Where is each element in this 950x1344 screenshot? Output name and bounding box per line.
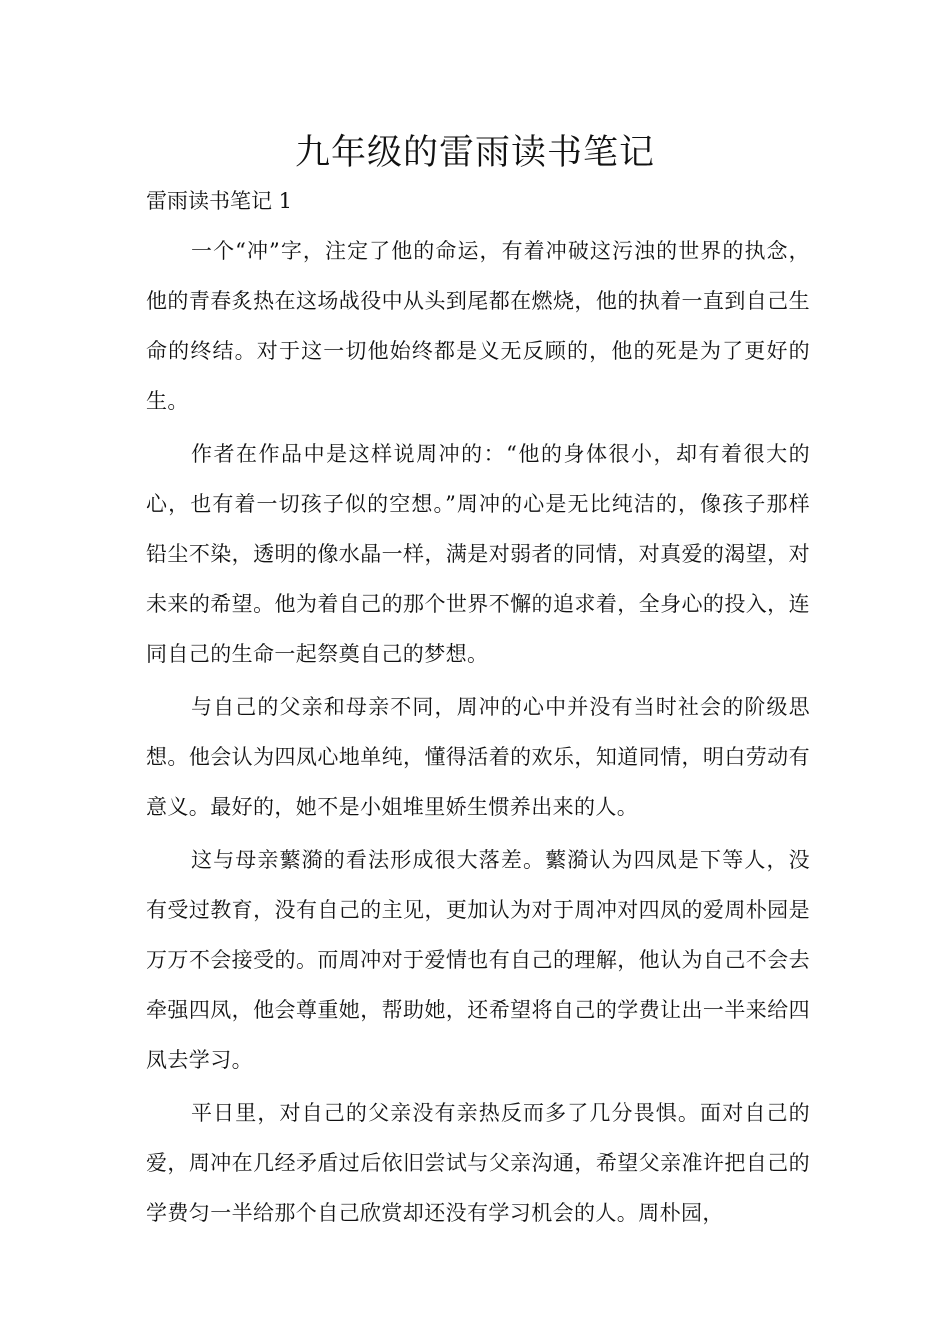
document-body bbox=[146, 226, 810, 1241]
paragraph: 一个“冲”字，注定了他的命运，有着冲破这污浊的世界的执念，他的青春炙热在这场战役中从头到尾都在燃烧，他的执着一直到自己生命的终结。对于这一切他始终都是义无反顾的，他的死是为了更好的生。 bbox=[146, 239, 810, 413]
paragraph: 平日里，对自己的父亲没有亲热反而多了几分畏惧。面对自己的爱，周冲在几经矛盾过后依旧尝试与父亲沟通，希望父亲准许把自己的学费匀一半给那个自己欣赏却还没有学习机会的人。周朴园， bbox=[146, 1101, 810, 1225]
paragraph: 与自己的父亲和母亲不同，周冲的心中并没有当时社会的阶级思想。他会认为四凤心地单纯，懂得活着的欢乐，知道同情，明白劳动有意义。最好的，她不是小姐堆里娇生惯养出来的人。 bbox=[146, 695, 810, 819]
section-heading: 雷雨读书笔记 1 bbox=[146, 189, 293, 213]
paragraph: 这与母亲蘩漪的看法形成很大落差。蘩漪认为四凤是下等人，没有受过教育，没有自己的主见，更加认为对于周冲对四凤的爱周朴园是万万不会接受的。而周冲对于爱情也有自己的理解，他认为自己不会去牵强四凤，他会尊重她，帮助她，还希望将自己的学费让出一半来给四凤去学习。 bbox=[146, 848, 810, 1072]
paragraph: 作者在作品中是这样说周冲的：“他的身体很小，却有着很大的心，也有着一切孩子似的空想。”周冲的心是无比纯洁的，像孩子那样铅尘不染，透明的像水晶一样，满是对弱者的同情，对真爱的渴望，对未来的希望。他为着自己的那个世界不懈的追求着，全身心的投入，连同自己的生命一起祭奠自己的梦想。 bbox=[146, 442, 810, 666]
document-title: 九年级的雷雨读书笔记 bbox=[294, 133, 655, 173]
